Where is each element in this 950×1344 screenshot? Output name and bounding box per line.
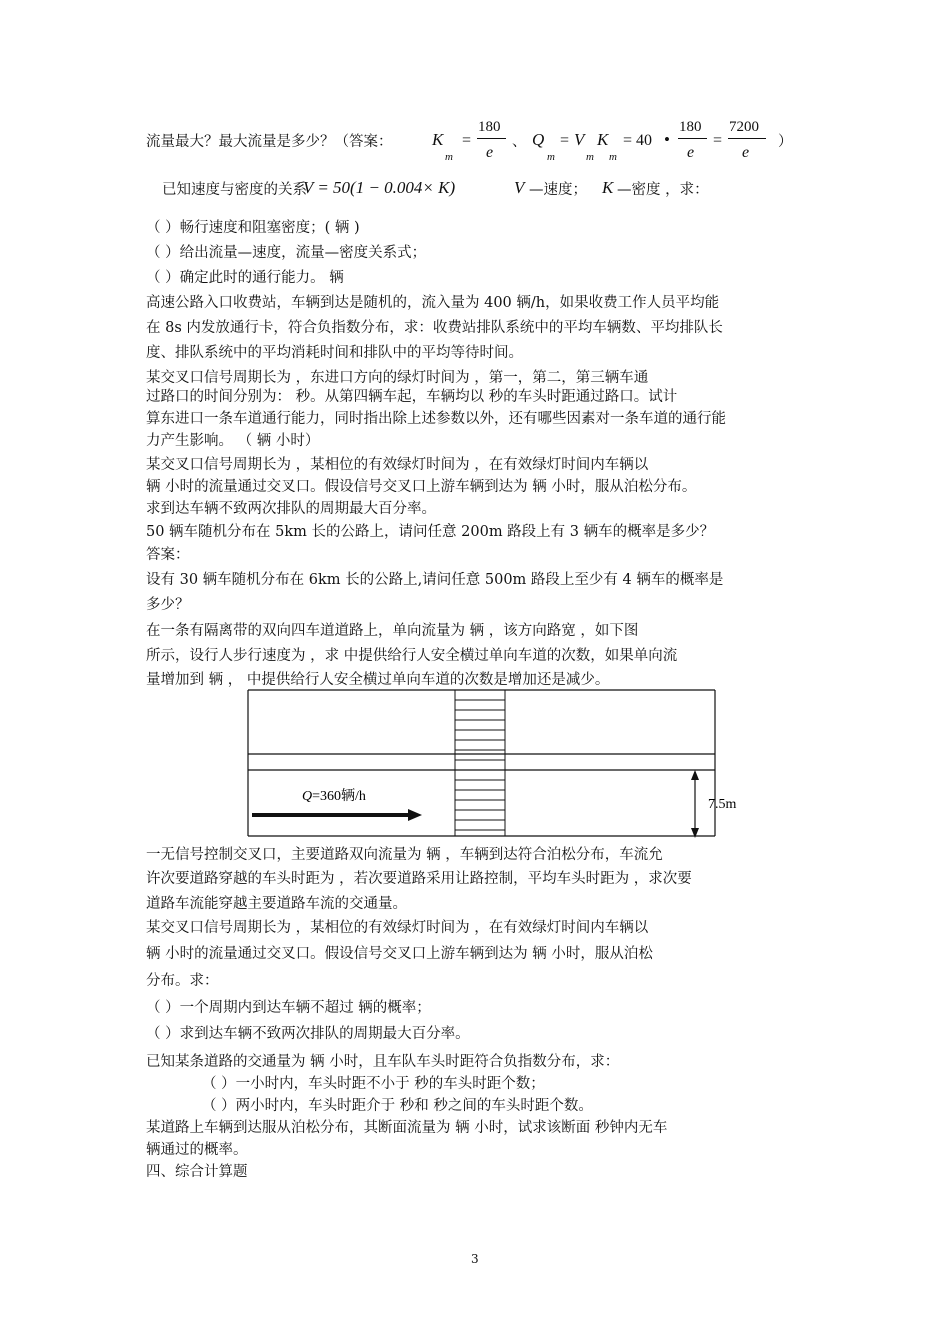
poisson-line: 辆通过的概率。 [146,1142,248,1158]
fraction-numerator-180: 180 [679,119,702,135]
qm-symbol: Q [532,130,545,149]
section-heading: 四、综合计算题 [146,1164,248,1180]
crossing-line: 在一条有隔离带的双向四车道道路上，单向流量为 辆 ，该方向路宽 ，如下图 [146,623,639,639]
signal3-item: （ ）一个周期内到达车辆不超过 辆的概率； [146,1000,431,1016]
vm-subscript: m [586,151,594,163]
fraction-bar [678,138,707,139]
speed-density-lead: 已知速度与密度的关系 [162,182,307,198]
width-label: 7.5m [708,797,737,812]
crossing-line: 量增加到 辆 ， 中提供给行人安全横过单向车道的次数是增加还是减少。 [146,672,610,688]
km-numerator: 180 [478,119,501,135]
signal1-line: 过路口的时间分别为： 秒。从第四辆车起，车辆均以 秒的车头时距通过路口。试计 [146,389,678,405]
signal2-line: 辆 小时的流量通过交叉口。假设信号交叉口上游车辆到达为 辆 小时，服从泊松分布。 [146,479,697,495]
crossing-line: 所示，设行人步行速度为 ，求 中提供给行人安全横过单向车道的次数，如果单向流 [146,648,678,664]
fraction-numerator-7200: 7200 [729,119,759,135]
signal3-line: 分布。求： [146,973,219,989]
answer-close: ） [778,134,793,150]
cars30-line: 设有 30 辆车随机分布在 6km 长的公路上,请问任意 500m 路段上至少有 4 辆车的概率是 [146,572,724,588]
signal3-line: 辆 小时的流量通过交叉口。假设信号交叉口上游车辆到达为 辆 小时，服从泊松 [146,946,653,962]
signal1-line: 某交叉口信号周期长为 ，东进口方向的绿灯时间为 ，第一，第二，第三辆车通 [146,370,649,386]
toll-paragraph-line: 度、排队系统中的平均消耗时间和排队中的平均等待时间。 [146,345,523,361]
fraction-bar [477,138,506,139]
signal3-line: 某交叉口信号周期长为 ，某相位的有效绿灯时间为 ，在有效绿灯时间内车辆以 [146,920,649,936]
km-subscript-2: m [609,151,617,163]
qm-equals: = [560,132,570,149]
signal1-line: 力产生影响。 （ 辆 小时） [146,433,320,449]
formula-separator: 、 [512,134,527,150]
poisson-line: 某道路上车辆到达服从泊松分布，其断面流量为 辆 小时，试求该断面 秒钟内无车 [146,1120,668,1136]
cars50-answer: 答案： [146,547,190,563]
fraction-bar [728,138,766,139]
cars50-line: 50 辆车随机分布在 5km 长的公路上，请问任意 200m 路段上有 3 辆车的概率是多少？ [146,524,715,540]
headway-item: （ ）两小时内，车头时距介于 秒和 秒之间的车头时距个数。 [202,1098,593,1114]
km-symbol: K [432,130,444,149]
headway-line: 已知某条道路的交通量为 辆 小时，且车队车头时距符合负指数分布，求： [146,1054,620,1070]
km-denominator: e [486,144,494,161]
sub-item: （ ）确定此时的通行能力。 辆 [146,270,344,286]
signal2-line: 求到达车辆不致两次排队的周期最大百分率。 [146,501,436,517]
unsignal-line: 许次要道路穿越的车头时距为 ，若次要道路采用让路控制，平均车头时距为 ，求次要 [146,871,692,887]
fraction-denominator: e [742,144,750,161]
flow-label: Q=360辆/h [302,789,366,804]
k-label: K [602,178,614,197]
signal3-item: （ ）求到达车辆不致两次排队的周期最大百分率。 [146,1026,470,1042]
toll-paragraph-line: 高速公路入口收费站，车辆到达是随机的，流入量为 400 辆/h，如果收费工作人员平均能 [146,295,720,311]
km-subscript: m [445,151,453,163]
qm-subscript: m [547,151,555,163]
speed-density-formula: V = 50(1 − 0.004× K) [303,178,456,197]
cars30-line: 多少？ [146,597,190,613]
headway-item: （ ）一小时内，车头时距不小于 秒的车头时距个数； [202,1076,545,1092]
final-equals: = [713,132,723,149]
rhs-coefficient: = 40 [623,132,653,149]
fraction-denominator: e [687,144,695,161]
sub-item: （ ）给出流量—速度，流量—密度关系式； [146,245,427,261]
v-description: —速度； [529,182,587,198]
toll-paragraph-line: 在 8s 内发放通行卡，符合负指数分布，求：收费站排队系统中的平均车辆数、平均排队长 [146,320,723,336]
unsignal-line: 道路车流能穿越主要道路车流的交通量。 [146,896,407,912]
page-number: 3 [471,1252,479,1266]
unsignal-line: 一无信号控制交叉口，主要道路双向流量为 辆 ，车辆到达符合泊松分布，车流允 [146,847,663,863]
crosswalk [455,690,505,836]
k-description: —密度 ，求： [617,182,709,198]
vm-symbol: V [574,130,585,149]
km-symbol-2: K [597,130,609,149]
flow-arrow [252,809,422,821]
answer-lead: 流量最大？最大流量是多少？（答案： [146,134,393,150]
road-crossing-figure [240,688,740,840]
sub-item: （ ）畅行速度和阻塞密度；( 辆 ) [146,220,360,236]
signal1-line: 算东进口一条车道通行能力，同时指出除上述参数以外，还有哪些因素对一条车道的通行能 [146,411,726,427]
signal2-line: 某交叉口信号周期长为 ，某相位的有效绿灯时间为 ，在有效绿灯时间内车辆以 [146,457,649,473]
v-label: V [514,178,525,197]
dot-operator: • [664,130,670,149]
km-equals: = [462,132,472,149]
